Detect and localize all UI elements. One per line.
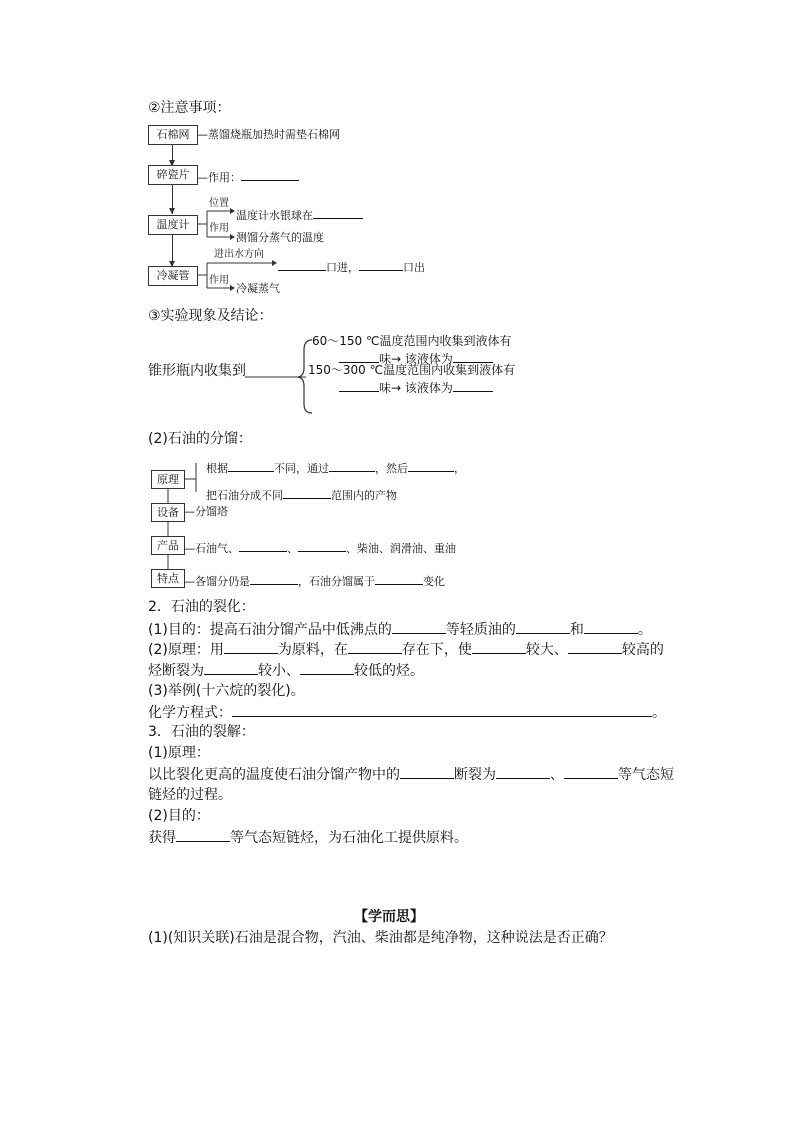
cleavage-purpose-title: (2)目的：: [148, 808, 210, 824]
condenser-out-blank[interactable]: [359, 257, 403, 271]
cracking-equation-label: 化学方程式：: [148, 705, 232, 721]
condenser-in-text: 口进，: [326, 261, 359, 274]
principle-l1b: 不同，通过: [274, 462, 329, 475]
cracking-principle-blank-4[interactable]: [568, 640, 622, 654]
think-title: 【学而思】: [354, 909, 424, 925]
features-a: —各馏分仍是: [184, 575, 250, 588]
products-c: 、柴油、润滑油、重油: [346, 542, 456, 555]
equipment-box: 设备: [151, 503, 185, 522]
results-row1b: 味→ 该液体为: [379, 352, 453, 366]
cracking-principle-b: 为原料，在: [277, 642, 348, 658]
cleavage-purpose-blank[interactable]: [176, 828, 230, 842]
cleavage-principle-line2: 链烃的过程。: [148, 787, 232, 803]
cracking-equation-end: 。: [652, 705, 666, 721]
principle-blank-1[interactable]: [228, 458, 274, 472]
features-box: 特点: [151, 569, 185, 588]
thermometer-position-label: 位置: [209, 198, 229, 209]
products-a: —石油气、: [184, 542, 239, 555]
results-row1-odor-blank[interactable]: [339, 349, 379, 363]
cracking-principle-a: (2)原理：用: [148, 642, 224, 658]
products-blank-1[interactable]: [239, 538, 287, 552]
condenser-function-text: 冷凝蒸气: [236, 282, 280, 295]
cracking-principle2-c: 较低的烃。: [354, 663, 424, 679]
cleavage-principle-title: (1)原理：: [148, 745, 210, 761]
cleavage-p1a: 以比裂化更高的温度使石油分馏产物中的: [148, 767, 400, 783]
principle-blank-4[interactable]: [283, 485, 331, 499]
thermometer-function-text: 测馏分蒸气的温度: [236, 231, 324, 244]
principle-l1d: ，: [454, 462, 465, 475]
notes-title: ②注意事项：: [148, 100, 231, 116]
features-line: [184, 571, 445, 589]
cracking-purpose: [148, 620, 652, 639]
cracking-purpose-blank-2[interactable]: [516, 620, 570, 634]
results-title: ③实验现象及结论：: [148, 308, 273, 324]
cracking-purpose-b: 等轻质油的: [445, 622, 516, 638]
think-question-1: (1)(知识关联)石油是混合物，汽油、柴油都是纯净物，这种说法是否正确？: [148, 930, 613, 946]
principle-line2: [206, 485, 397, 503]
thermometer-position-text: 温度计水银球在: [236, 209, 313, 222]
results-row2a: 150～300 ℃温度范围内收集到液体有: [308, 363, 516, 377]
cleavage-principle-line1: [148, 765, 674, 784]
results-left: 锥形瓶内收集到: [148, 363, 246, 379]
thermometer-box: 温度计: [148, 215, 198, 235]
fractional-title: (2)石油的分馏：: [148, 431, 252, 447]
cracking-principle-blank-1[interactable]: [224, 640, 278, 654]
cracking-principle-line2: [148, 661, 424, 680]
cracking-principle-e: 较高的: [621, 642, 664, 658]
cleavage-p1c: 、: [550, 767, 564, 783]
condenser-box: 冷凝管: [148, 266, 198, 286]
equipment-text: —分馏塔: [184, 505, 228, 518]
principle-l2b: 范围内的产物: [331, 489, 397, 502]
cracking-equation-line: [148, 703, 666, 722]
principle-l1a: 根据: [206, 462, 228, 475]
cracking-principle-line1: [148, 640, 664, 659]
principle-l2a: 把石油分成不同: [206, 489, 283, 502]
cleavage-purpose-line: [148, 828, 468, 847]
features-blank-1[interactable]: [250, 571, 298, 585]
results-row2b-line: [339, 378, 493, 395]
condenser-direction-label: 进出水方向: [214, 249, 264, 260]
cracking-principle2-b: 较小、: [258, 663, 300, 679]
cracking-principle2-blank-2[interactable]: [300, 661, 354, 675]
results-row2-liquid-blank[interactable]: [453, 378, 493, 392]
cleavage-p1d: 等气态短: [618, 767, 674, 783]
products-box: 产品: [151, 536, 185, 555]
condenser-out-text: 口出: [403, 261, 425, 274]
cracking-principle-blank-3[interactable]: [472, 640, 526, 654]
cleavage-p1b: 断裂为: [454, 767, 496, 783]
porcelain-line: [197, 167, 299, 185]
features-b: ，石油分馏属于: [298, 575, 375, 588]
results-row1a: 60～150 ℃温度范围内收集到液体有: [312, 334, 512, 348]
cracking-purpose-blank-1[interactable]: [392, 620, 446, 634]
condenser-direction-line: [278, 257, 425, 275]
asbestos-text: —蒸馏烧瓶加热时需垫石棉网: [197, 128, 340, 141]
porcelain-function-blank[interactable]: [241, 167, 299, 181]
results-row2b: 味→ 该液体为: [379, 381, 453, 395]
cracking-principle-d: 较大、: [525, 642, 568, 658]
results-row1-liquid-blank[interactable]: [453, 349, 493, 363]
cleavage-blank-1[interactable]: [400, 765, 454, 779]
cracking-example: (3)举例(十六烷的裂化)。: [148, 683, 305, 699]
cracking-principle2-blank-1[interactable]: [204, 661, 258, 675]
cleavage-blank-3[interactable]: [564, 765, 618, 779]
principle-blank-2[interactable]: [329, 458, 375, 472]
principle-line1: [206, 458, 465, 476]
products-line: [184, 538, 456, 556]
principle-box: 原理: [151, 470, 185, 489]
thermometer-position-line: [236, 205, 363, 223]
cracking-purpose-a: (1)目的：提高石油分馏产品中低沸点的: [148, 622, 392, 638]
principle-blank-3[interactable]: [408, 458, 454, 472]
cracking-principle-c: 存在下，使: [401, 642, 472, 658]
cracking-equation-blank[interactable]: [232, 703, 652, 717]
features-blank-2[interactable]: [375, 571, 423, 585]
cracking-purpose-d: 。: [637, 622, 652, 638]
cleavage-title: 3．石油的裂解：: [148, 724, 255, 740]
cracking-purpose-c: 和: [569, 622, 584, 638]
products-b: 、: [287, 542, 298, 555]
features-c: 变化: [423, 575, 445, 588]
principle-l1c: ，然后: [375, 462, 408, 475]
thermometer-position-blank[interactable]: [313, 205, 363, 219]
porcelain-box: 碎瓷片: [148, 165, 198, 185]
condenser-in-blank[interactable]: [278, 257, 326, 271]
cleavage-blank-2[interactable]: [496, 765, 550, 779]
cleavage-g1a: 获得: [148, 830, 176, 846]
thermometer-function-label: 作用: [209, 223, 229, 234]
cracking-principle2-a: 烃断裂为: [148, 663, 204, 679]
cleavage-g1b: 等气态短链烃，为石油化工提供原料。: [230, 830, 468, 846]
asbestos-box: 石棉网: [148, 125, 198, 145]
cracking-title: 2．石油的裂化：: [148, 599, 255, 615]
condenser-function-label: 作用: [209, 275, 229, 286]
cracking-principle-blank-2[interactable]: [348, 640, 402, 654]
porcelain-text: —作用：: [197, 171, 241, 184]
results-row2-odor-blank[interactable]: [339, 378, 379, 392]
products-blank-2[interactable]: [298, 538, 346, 552]
cracking-purpose-blank-3[interactable]: [584, 620, 638, 634]
